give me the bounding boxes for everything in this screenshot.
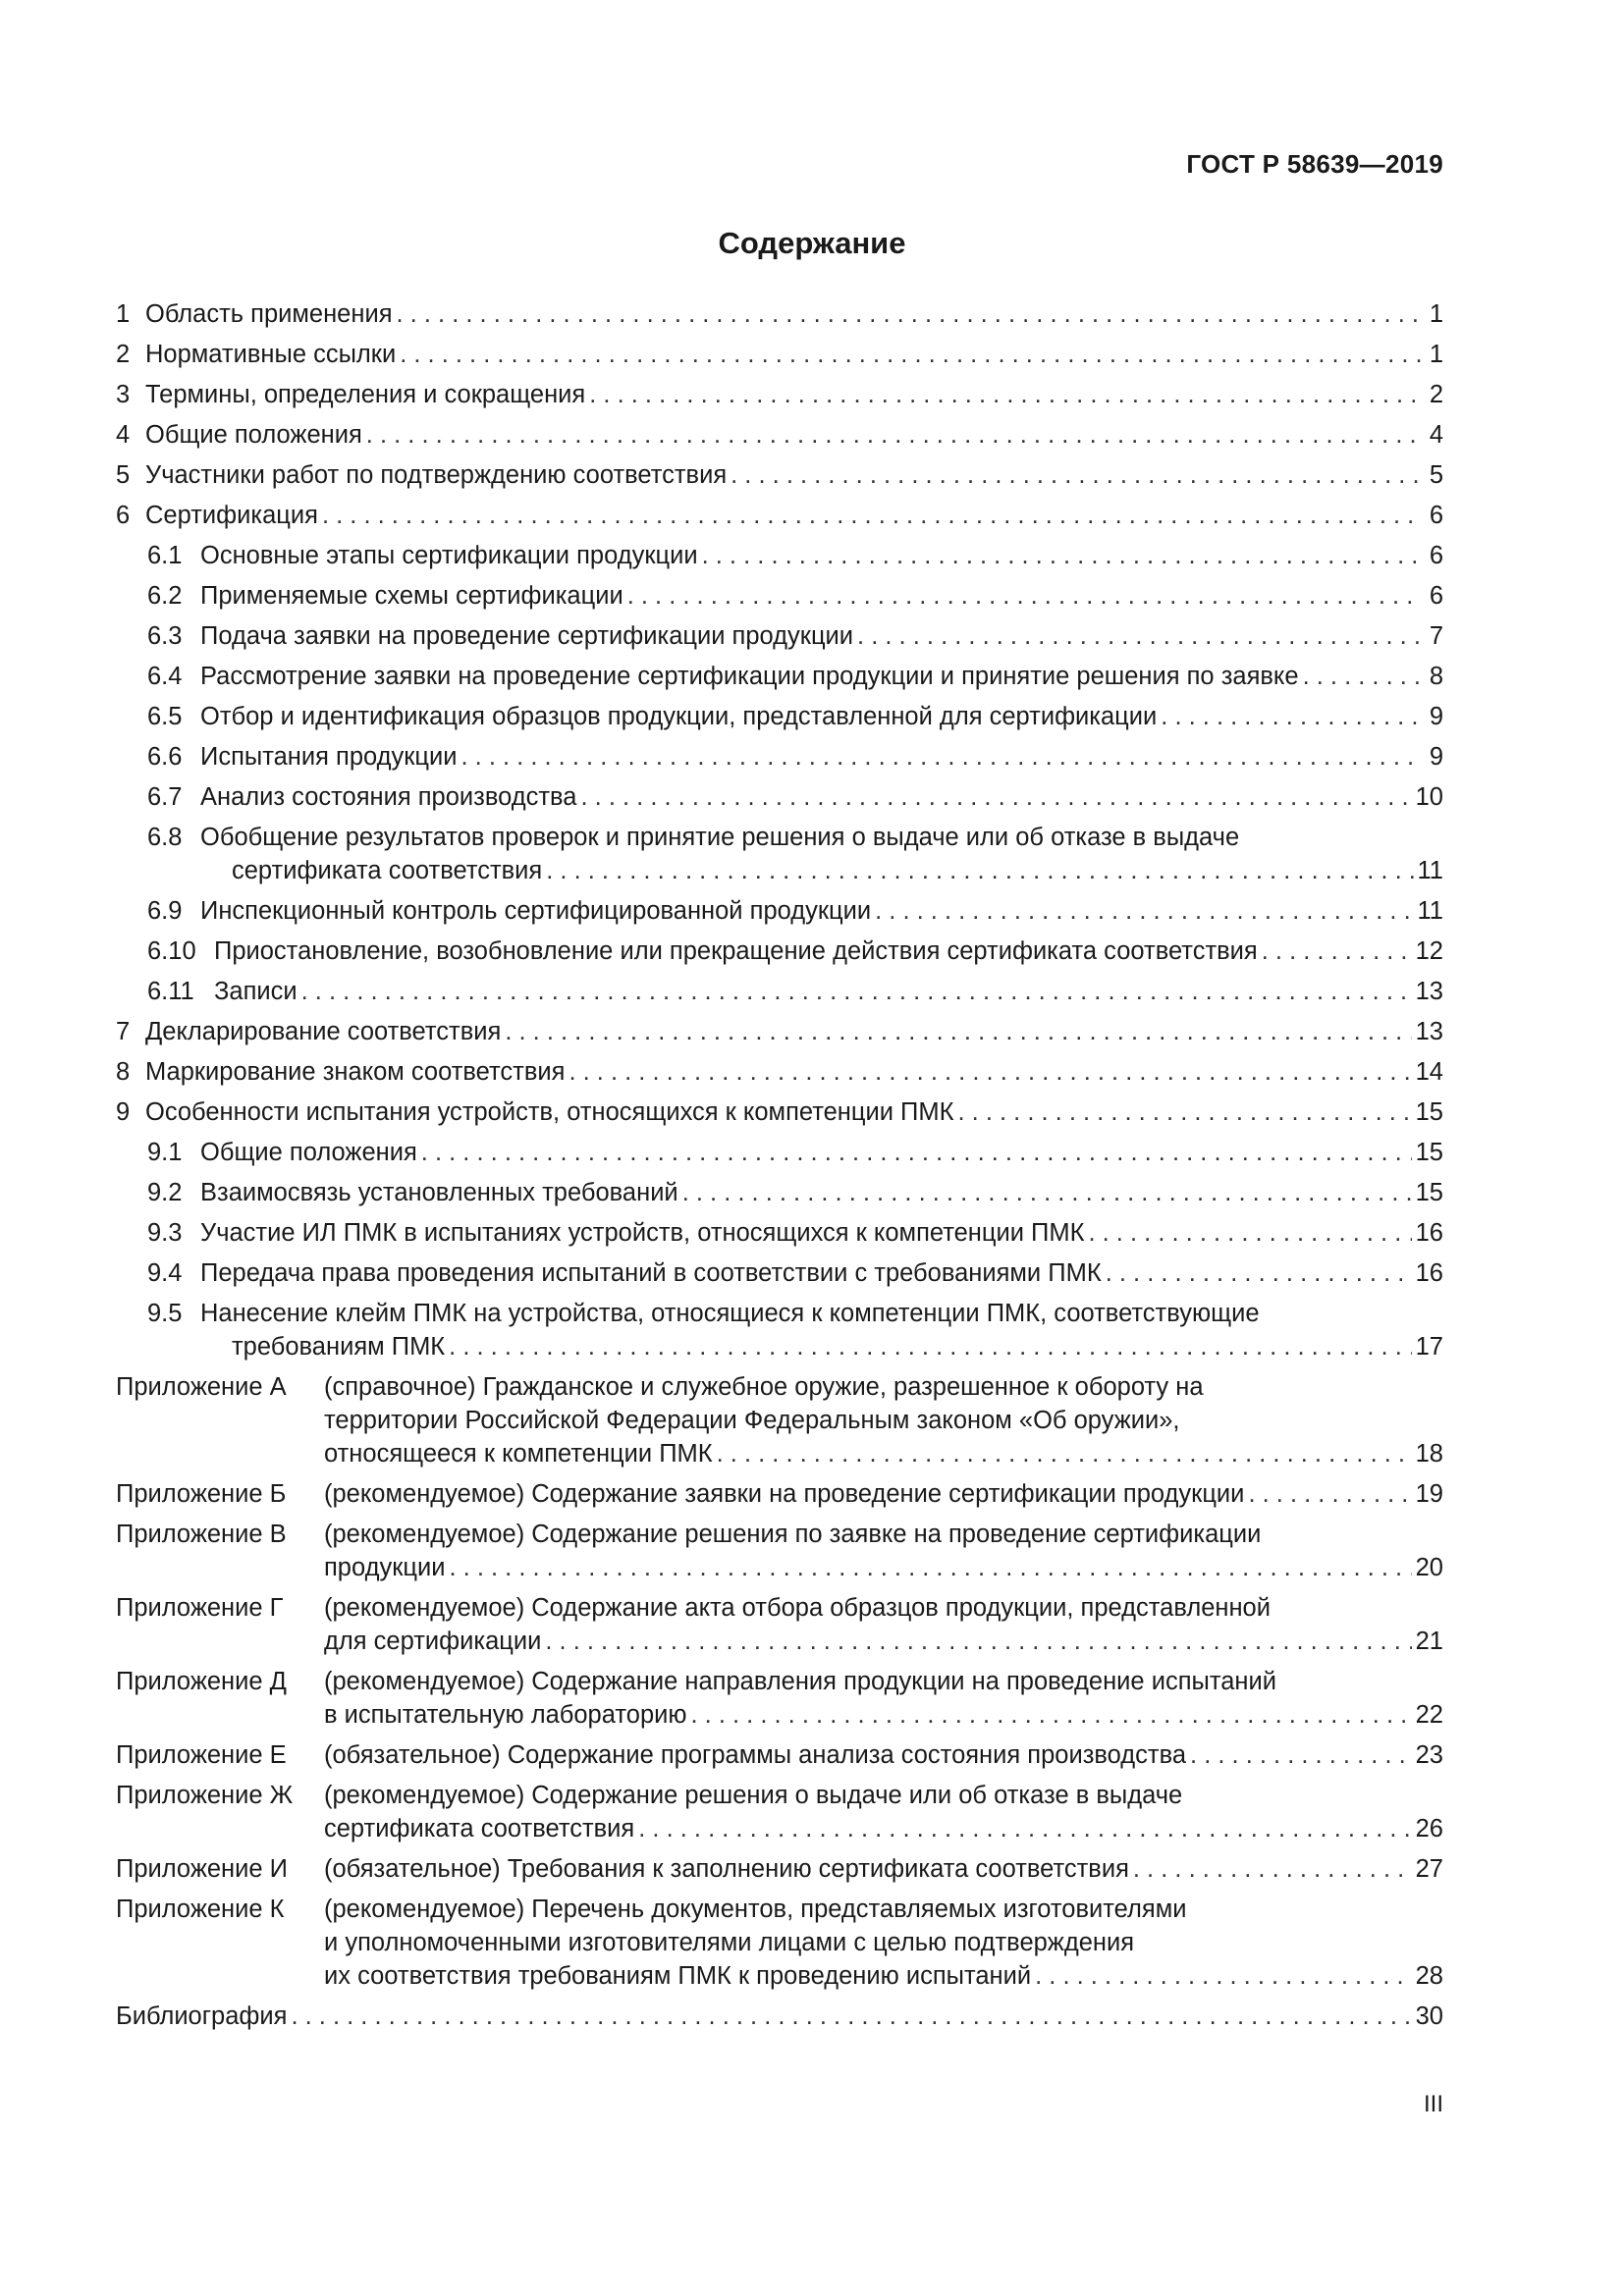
entry-title: (обязательное) Требования к заполнению сертификата соответствия: [324, 1855, 1129, 1883]
dot-leader: [322, 499, 1422, 532]
toc-entry-line: [147, 1176, 1443, 1209]
section-number: 6.10: [147, 937, 196, 965]
toc-entry-line: [147, 660, 1443, 693]
section-number: 9.3: [147, 1219, 183, 1247]
toc-entry[interactable]: [116, 1665, 1443, 1732]
toc-entry[interactable]: [116, 1779, 1443, 1845]
toc-title: Содержание: [718, 226, 906, 260]
toc-entry[interactable]: [116, 1095, 1443, 1129]
entry-title: (рекомендуемое) Содержание решения о выдаче или об отказе в выдаче: [324, 1782, 1183, 1809]
toc-entry-line: [147, 619, 1443, 653]
page-ref: 16: [1415, 1259, 1443, 1287]
toc-entry-line: [116, 378, 1443, 411]
entry-title: (рекомендуемое) Содержание заявки на проведение сертификации продукции: [324, 1480, 1245, 1508]
section-number: 6.3: [147, 622, 183, 650]
entry-title: Маркирование знаком соответствия: [145, 1058, 566, 1086]
dot-leader: [1262, 934, 1412, 968]
entry-title: Отбор и идентификация образцов продукции, представленной для сертификации: [200, 703, 1158, 730]
entry-title: требованиям ПМК: [232, 1333, 446, 1361]
entry-title: Основные этапы сертификации продукции: [200, 542, 698, 569]
appendix-label: Приложение Г: [116, 1594, 284, 1622]
toc-entry[interactable]: [116, 975, 1443, 1008]
dot-leader: [568, 1055, 1411, 1089]
section-number: 6.8: [147, 824, 183, 851]
dot-leader: [682, 1176, 1412, 1209]
dot-leader: [450, 1551, 1412, 1584]
page-ref: 13: [1415, 1018, 1443, 1045]
entry-title: Область применения: [145, 300, 393, 328]
toc-entry-line: [147, 579, 1443, 613]
section-number: 9.5: [147, 1300, 183, 1327]
toc-entry[interactable]: [116, 894, 1443, 928]
toc-entry-line: [116, 1370, 1443, 1404]
toc-entry[interactable]: [116, 1738, 1443, 1772]
entry-title: продукции: [324, 1554, 446, 1581]
toc-entry-line: [147, 894, 1443, 928]
entry-title: относящееся к компетенции ПМК: [324, 1440, 713, 1468]
page-ref: 11: [1417, 897, 1443, 925]
toc-entry-line: [116, 1095, 1443, 1129]
entry-title: сертификата соответствия: [324, 1815, 635, 1842]
entry-title: Особенности испытания устройств, относящихся к компетенции ПМК: [145, 1098, 954, 1126]
toc-entry[interactable]: [116, 1216, 1443, 1250]
page-ref: 22: [1415, 1701, 1443, 1729]
toc-entry[interactable]: [116, 780, 1443, 814]
toc-entry[interactable]: [116, 338, 1443, 371]
toc-entry-line: [116, 418, 1443, 452]
toc-entry-line: [116, 1852, 1443, 1886]
appendix-label: Приложение К: [116, 1896, 285, 1923]
dot-leader: [717, 1437, 1412, 1470]
toc-entry-line: [116, 338, 1443, 371]
page-ref: 9: [1429, 703, 1443, 730]
toc-entry-line: [116, 1404, 1443, 1437]
appendix-label: Приложение А: [116, 1373, 287, 1401]
page-ref: 15: [1415, 1179, 1443, 1206]
page-ref: 27: [1415, 1855, 1443, 1883]
page-ref: 28: [1415, 1962, 1443, 1990]
toc-entry-line: [147, 821, 1443, 854]
section-number: 8: [116, 1058, 131, 1086]
page-ref: 6: [1429, 502, 1443, 529]
page-ref: 6: [1429, 542, 1443, 569]
dot-leader: [1088, 1216, 1411, 1250]
entry-title: (обязательное) Содержание программы анализа состояния производства: [324, 1741, 1187, 1769]
toc-entry-line: [147, 740, 1443, 774]
toc-entry-line: [116, 1055, 1443, 1089]
toc-entry-line: [116, 1779, 1443, 1812]
entry-title: Испытания продукции: [200, 743, 458, 771]
toc-entry-line: [147, 1330, 1443, 1363]
section-number: 6.4: [147, 663, 183, 690]
toc-entry[interactable]: [116, 619, 1443, 653]
toc-entry[interactable]: [116, 660, 1443, 693]
section-number: 9.2: [147, 1179, 183, 1206]
section-number: 9.1: [147, 1139, 183, 1166]
toc-entry-line: [147, 975, 1443, 1008]
toc-entry[interactable]: [116, 1370, 1443, 1470]
dot-leader: [397, 297, 1422, 331]
toc-entry[interactable]: [116, 1852, 1443, 1886]
toc-entry-line: [116, 1437, 1443, 1470]
entry-title: их соответствия требованиям ПМК к проведению испытаний: [324, 1962, 1032, 1990]
dot-leader: [957, 1095, 1411, 1129]
dot-leader: [627, 579, 1422, 613]
dot-leader: [1161, 700, 1422, 733]
toc-entry-line: [147, 1256, 1443, 1290]
entry-title: территории Российской Федерации Федеральным законом «Об оружии»,: [324, 1407, 1180, 1434]
toc-entry-line: [116, 1477, 1443, 1511]
toc-entry-line: [116, 499, 1443, 532]
toc-entry[interactable]: [116, 1055, 1443, 1089]
dot-leader: [545, 1625, 1411, 1658]
toc-entry-line: [116, 1591, 1443, 1625]
toc-entry-line: [116, 1893, 1443, 1926]
entry-title: Участники работ по подтверждению соответствия: [145, 461, 728, 489]
page-number: III: [1423, 2091, 1443, 2117]
dot-leader: [1133, 1852, 1412, 1886]
page-ref: 26: [1415, 1815, 1443, 1842]
toc-entry[interactable]: [116, 1591, 1443, 1658]
page-ref: 1: [1429, 300, 1443, 328]
toc-entry[interactable]: [116, 1176, 1443, 1209]
dot-leader: [589, 378, 1422, 411]
toc-entry[interactable]: [116, 1136, 1443, 1169]
toc-entry[interactable]: [116, 1477, 1443, 1511]
dot-leader: [1106, 1256, 1412, 1290]
entry-title: Подача заявки на проведение сертификации продукции: [200, 622, 854, 650]
section-number: 6.6: [147, 743, 183, 771]
page-ref: 15: [1415, 1139, 1443, 1166]
dot-leader: [505, 1015, 1411, 1048]
entry-title: Приостановление, возобновление или прекращение действия сертификата соответствия: [214, 937, 1258, 965]
document-code: ГОСТ Р 58639—2019: [1186, 149, 1443, 179]
toc-entry[interactable]: [116, 1015, 1443, 1048]
page-ref: 16: [1415, 1219, 1443, 1247]
toc-entry[interactable]: [116, 297, 1443, 331]
entry-title: сертификата соответствия: [232, 857, 543, 884]
page-ref: 19: [1415, 1480, 1443, 1508]
entry-title: Анализ состояния производства: [200, 783, 577, 811]
page-ref: 17: [1415, 1333, 1443, 1361]
page-ref: 14: [1415, 1058, 1443, 1086]
toc-entry-line: [116, 1926, 1443, 1959]
section-number: 1: [116, 300, 131, 328]
dot-leader: [857, 619, 1422, 653]
toc-entry-line: [116, 1551, 1443, 1584]
page-ref: 9: [1429, 743, 1443, 771]
section-number: 6.9: [147, 897, 183, 925]
appendix-label: Приложение Д: [116, 1668, 287, 1695]
dot-leader: [638, 1812, 1411, 1845]
section-number: 3: [116, 381, 131, 408]
page-ref: 2: [1429, 381, 1443, 408]
appendix-label: Приложение И: [116, 1855, 288, 1883]
toc-entry[interactable]: [116, 1256, 1443, 1290]
section-number: 9: [116, 1098, 131, 1126]
entry-title: и уполномоченными изготовителями лицами с целью подтверждения: [324, 1929, 1135, 1956]
page-ref: 20: [1415, 1554, 1443, 1581]
entry-title: в испытательную лабораторию: [324, 1701, 687, 1729]
toc-entry[interactable]: [116, 458, 1443, 492]
toc-entry[interactable]: [116, 1893, 1443, 1993]
entry-title: Нанесение клейм ПМК на устройства, относящиеся к компетенции ПМК, соответствующие: [200, 1300, 1260, 1327]
entry-title: Взаимосвязь установленных требований: [200, 1179, 678, 1206]
page-ref: 5: [1429, 461, 1443, 489]
dot-leader: [1035, 1959, 1412, 1993]
toc-entry-line: [147, 539, 1443, 572]
toc-entry-line: [147, 700, 1443, 733]
section-number: 5: [116, 461, 131, 489]
dot-leader: [580, 780, 1411, 814]
toc-entry-line: [147, 780, 1443, 814]
toc-entry[interactable]: [116, 539, 1443, 572]
appendix-label: Приложение Е: [116, 1741, 287, 1769]
toc-entry-line: [116, 1698, 1443, 1732]
entry-title: Библиография: [116, 2002, 288, 2030]
entry-title: Нормативные ссылки: [145, 341, 397, 368]
toc-entry[interactable]: [116, 700, 1443, 733]
toc-entry-line: [116, 458, 1443, 492]
page-ref: 1: [1429, 341, 1443, 368]
toc-entry[interactable]: [116, 378, 1443, 411]
page-ref: 8: [1429, 663, 1443, 690]
toc-entry-line: [147, 1136, 1443, 1169]
dot-leader: [421, 1136, 1412, 1169]
page-ref: 15: [1415, 1098, 1443, 1126]
entry-title: Применяемые схемы сертификации: [200, 582, 623, 610]
entry-title: Декларирование соответствия: [145, 1018, 502, 1045]
dot-leader: [1248, 1477, 1411, 1511]
section-number: 9.4: [147, 1259, 183, 1287]
page-ref: 18: [1415, 1440, 1443, 1468]
toc-entry-line: [116, 1625, 1443, 1658]
page-ref: 11: [1417, 857, 1443, 884]
section-number: 6.11: [147, 978, 194, 1005]
section-number: 7: [116, 1018, 131, 1045]
entry-title: (рекомендуемое) Содержание решения по заявке на проведение сертификации: [324, 1521, 1262, 1548]
appendix-label: Приложение Б: [116, 1480, 287, 1508]
toc-entry[interactable]: [116, 579, 1443, 613]
dot-leader: [366, 418, 1422, 452]
entry-title: (рекомендуемое) Перечень документов, представляемых изготовителями: [324, 1896, 1187, 1923]
dot-leader: [449, 1330, 1411, 1363]
toc-entry-line: [116, 1812, 1443, 1845]
entry-title: (рекомендуемое) Содержание направления продукции на проведение испытаний: [324, 1668, 1276, 1695]
section-number: 4: [116, 421, 131, 449]
toc-entry[interactable]: [116, 934, 1443, 968]
page-ref: 30: [1415, 2002, 1443, 2030]
entry-title: Участие ИЛ ПМК в испытаниях устройств, относящихся к компетенции ПМК: [200, 1219, 1085, 1247]
page-ref: 21: [1415, 1628, 1443, 1655]
entry-title: Термины, определения и сокращения: [145, 381, 586, 408]
dot-leader: [1190, 1738, 1412, 1772]
dot-leader: [1303, 660, 1422, 693]
toc-entry-line: [147, 854, 1443, 887]
entry-title: Передача права проведения испытаний в соответствии с требованиями ПМК: [200, 1259, 1102, 1287]
toc-entry-line: [116, 1518, 1443, 1551]
entry-title: (справочное) Гражданское и служебное оружие, разрешенное к обороту на: [324, 1373, 1204, 1401]
toc-entry-line: [147, 1216, 1443, 1250]
entry-title: для сертификации: [324, 1628, 542, 1655]
page-ref: 6: [1429, 582, 1443, 610]
entry-title: Записи: [214, 978, 298, 1005]
toc-entry[interactable]: [116, 418, 1443, 452]
toc-entry-line: [116, 297, 1443, 331]
section-number: 6.2: [147, 582, 183, 610]
toc-entry-line: [147, 1297, 1443, 1330]
toc-entry-line: [116, 1959, 1443, 1993]
toc-entry-line: [116, 1015, 1443, 1048]
entry-title: Рассмотрение заявки на проведение сертификации продукции и принятие решения по заявке: [200, 663, 1299, 690]
toc-entry-line: [116, 2000, 1443, 2033]
toc-entry[interactable]: [116, 1297, 1443, 1363]
toc-entry[interactable]: [116, 1518, 1443, 1584]
dot-leader: [301, 975, 1412, 1008]
page-ref: 13: [1415, 978, 1443, 1005]
toc-entry[interactable]: [116, 740, 1443, 774]
entry-title: (рекомендуемое) Содержание акта отбора образцов продукции, представленной: [324, 1594, 1271, 1622]
dot-leader: [291, 2000, 1411, 2033]
page-ref: 23: [1415, 1741, 1443, 1769]
page-ref: 12: [1415, 937, 1443, 965]
dot-leader: [546, 854, 1413, 887]
page-ref: 7: [1429, 622, 1443, 650]
appendix-label: Приложение Ж: [116, 1782, 294, 1809]
table-of-contents: [116, 297, 1443, 2040]
toc-entry-line: [116, 1665, 1443, 1698]
entry-title: Обобщение результатов проверок и принятие решения о выдаче или об отказе в выдаче: [200, 824, 1240, 851]
dot-leader: [461, 740, 1423, 774]
page-ref: 4: [1429, 421, 1443, 449]
dot-leader: [400, 338, 1422, 371]
appendix-label: Приложение В: [116, 1521, 287, 1548]
entry-title: Сертификация: [145, 502, 318, 529]
dot-leader: [691, 1698, 1412, 1732]
section-number: 6.5: [147, 703, 183, 730]
section-number: 6: [116, 502, 131, 529]
section-number: 2: [116, 341, 131, 368]
toc-entry[interactable]: [116, 499, 1443, 532]
section-number: 6.1: [147, 542, 183, 569]
entry-title: Инспекционный контроль сертифицированной продукции: [200, 897, 872, 925]
toc-entry[interactable]: [116, 2000, 1443, 2033]
dot-leader: [875, 894, 1413, 928]
dot-leader: [731, 458, 1422, 492]
page-ref: 10: [1415, 783, 1443, 811]
section-number: 6.7: [147, 783, 183, 811]
toc-entry[interactable]: [116, 821, 1443, 887]
toc-entry-line: [147, 934, 1443, 968]
entry-title: Общие положения: [200, 1139, 417, 1166]
entry-title: Общие положения: [145, 421, 362, 449]
toc-entry-line: [116, 1738, 1443, 1772]
dot-leader: [702, 539, 1422, 572]
